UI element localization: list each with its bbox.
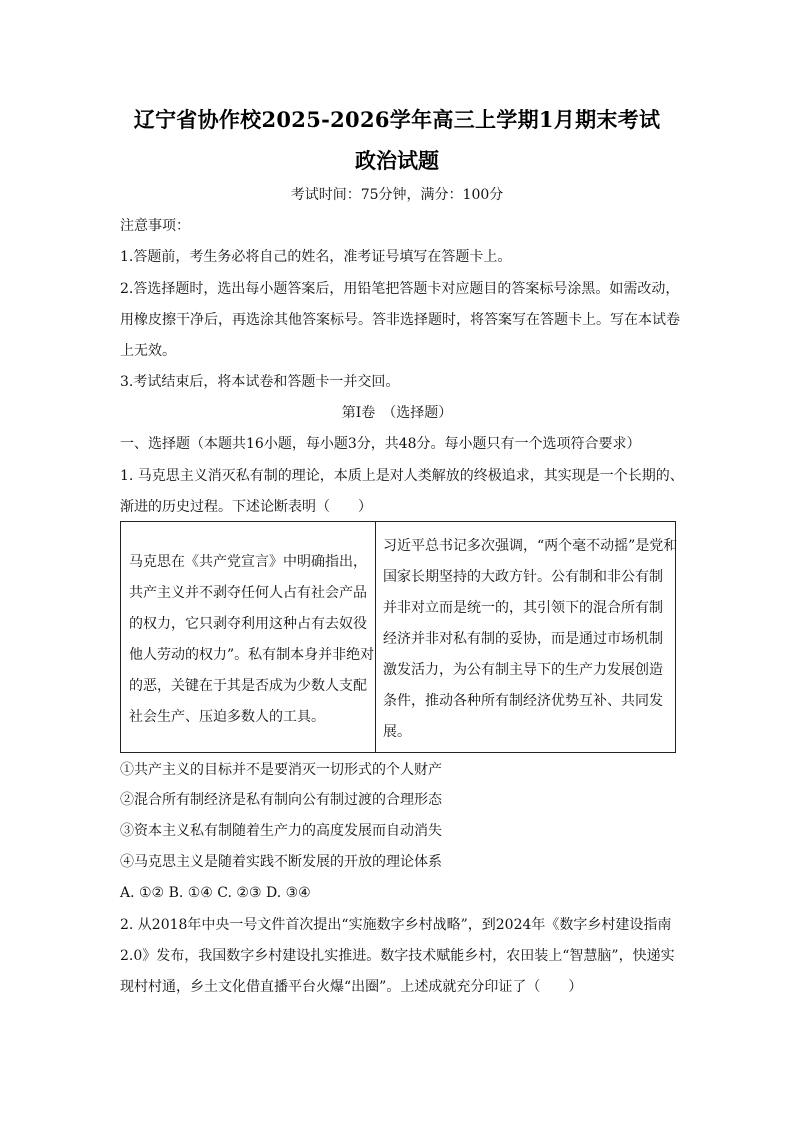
left-cell-line: 共产主义并不剥夺任何人占有社会产品: [129, 585, 367, 601]
section-heading: 一、选择题（本题共16小题，每小题3分，共48分。每小题只有一个选项符合要求）: [120, 436, 641, 452]
table-divider: [375, 522, 376, 752]
right-cell-line: 展。: [383, 724, 411, 740]
table-cell-left: [129, 547, 375, 733]
exam-time-info: 考试时间：75分钟，满分：100分: [290, 187, 504, 203]
left-cell-line: 马克思在《共产党宣言》中明确指出，: [129, 554, 367, 570]
exam-title: 辽宁省协作校2025-2026学年高三上学期1月期末考试: [133, 107, 661, 132]
notes-item-2-line-3: 上无效。: [120, 343, 176, 359]
left-cell-line: 的恶，关键在于其是否成为少数人支配: [129, 678, 367, 694]
notes-item-2-line-1: 2.答选择题时，选出每小题答案后，用铅笔把答题卡对应题目的答案标号涂黑。如需改动，: [120, 281, 680, 297]
question-1-stem-line-2: 渐进的历史过程。下述论断表明（ ）: [120, 499, 372, 515]
left-cell-line: 他人劳动的权力”。私有制本身并非绝对: [129, 647, 375, 663]
volume-label: 第Ⅰ卷 （选择题）: [341, 405, 453, 421]
exam-subject: 政治试题: [355, 148, 439, 173]
question-2-stem-line-1: 2. 从2018年中央一号文件首次提出“实施数字乡村战略”，到2024年《数字乡村建设指南: [120, 917, 672, 933]
right-cell-line: 激发活力，为公有制主导下的生产力发展创造: [383, 662, 663, 678]
table-cell-right: [383, 531, 678, 748]
left-cell-line: 的权力，它只剥夺利用这种占有去奴役: [129, 616, 367, 632]
question-1-material-table: [120, 521, 676, 753]
right-cell-line: 经济并非对私有制的妥协，而是通过市场机制: [383, 631, 663, 647]
question-1-option-3: ③资本主义私有制随着生产力的高度发展而自动消失: [120, 823, 442, 839]
notes-item-1: 1.答题前，考生务必将自己的姓名，准考证号填写在答题卡上。: [120, 249, 512, 265]
notes-heading: 注意事项：: [120, 218, 190, 234]
right-cell-line: 并非对立而是统一的，其引领下的混合所有制: [383, 600, 663, 616]
question-1-option-2: ②混合所有制经济是私有制向公有制过渡的合理形态: [120, 792, 442, 808]
question-2-stem-line-2: 2.0》发布，我国数字乡村建设扎实推进。数字技术赋能乡村，农田装上“智慧脑”，快递实: [120, 948, 675, 964]
question-1-choices: A. ①② B. ①④ C. ②③ D. ③④: [120, 885, 311, 901]
question-1-option-4: ④马克思主义是随着实践不断发展的开放的理论体系: [120, 854, 442, 870]
question-1-stem-line-1: 1. 马克思主义消灭私有制的理论，本质上是对人类解放的终极追求，其实现是一个长期的、: [120, 468, 684, 484]
question-2-stem-line-3: 现村村通，乡土文化借直播平台火爆“出圈”。上述成就充分印证了（ ）: [120, 979, 583, 995]
left-cell-line: 社会生产、压迫多数人的工具。: [129, 709, 325, 725]
right-cell-line: 习近平总书记多次强调，“两个毫不动摇”是党和: [383, 538, 678, 554]
right-cell-line: 国家长期坚持的大政方针。公有制和非公有制: [383, 569, 663, 585]
right-cell-line: 条件，推动各种所有制经济优势互补、共同发: [383, 693, 663, 709]
question-1-option-1: ①共产主义的目标并不是要消灭一切形式的个人财产: [120, 762, 442, 778]
notes-item-3: 3.考试结束后，将本试卷和答题卡一并交回。: [120, 374, 400, 390]
notes-item-2-line-2: 用橡皮擦干净后，再选涂其他答案标号。答非选择题时，将答案写在答题卡上。写在本试卷: [120, 312, 680, 328]
